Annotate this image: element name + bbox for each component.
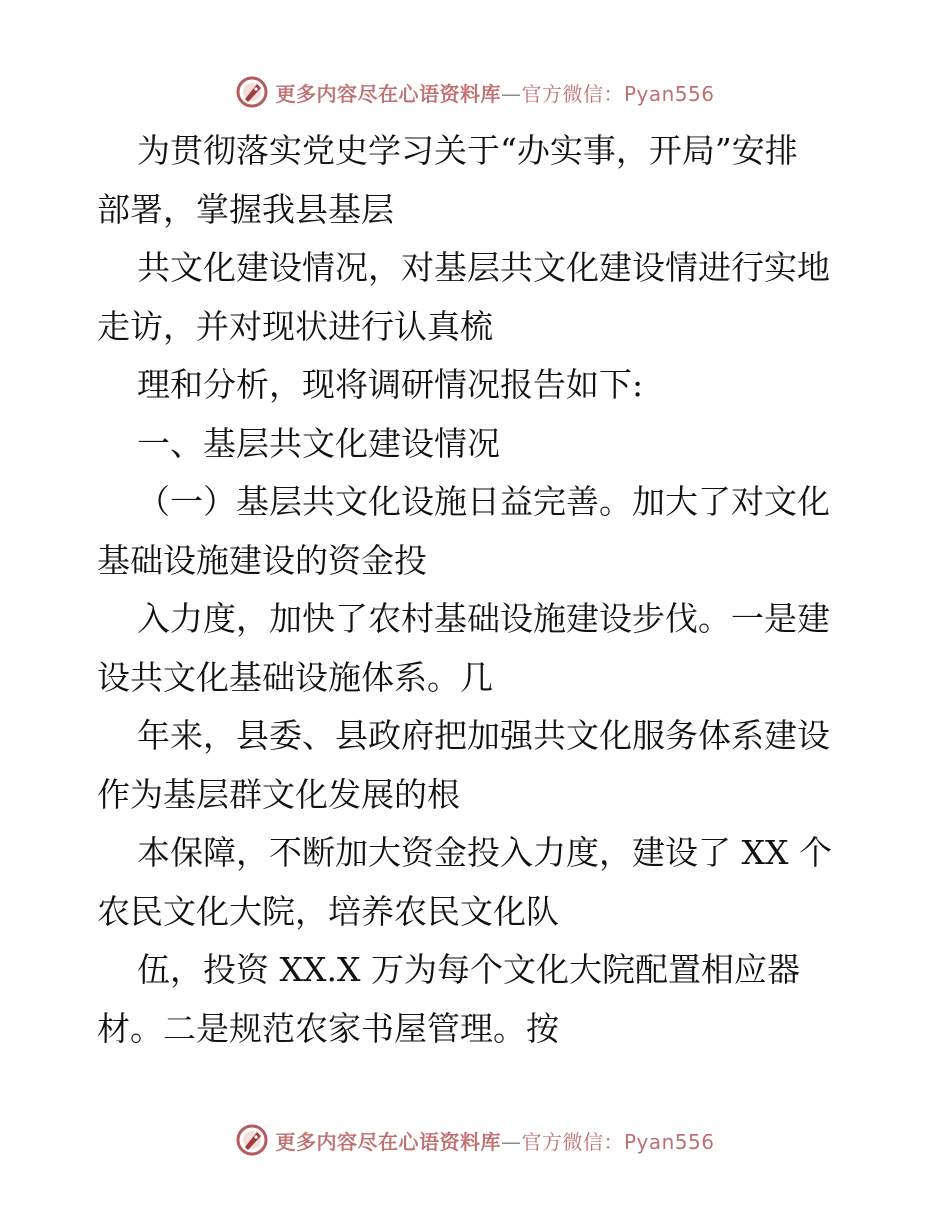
footer-banner-text: [275, 1126, 714, 1155]
body-line: （一）基层共文化设施日益完善。加大了对文化: [137, 482, 830, 521]
footer-banner: [0, 1120, 950, 1160]
body-line: 材。二是规范农家书屋管理。按: [97, 1008, 559, 1048]
body-line: 农民文化大院，培养农民文化队: [97, 891, 559, 931]
header-banner-main: 更多内容尽在心语资料库: [275, 81, 501, 106]
body-line: 部署，掌握我县基层: [97, 189, 394, 229]
body-line: 为贯彻落实党史学习关于“办实事，开局”安排: [137, 131, 798, 170]
header-banner: [0, 72, 950, 112]
body-line: 设共文化基础设施体系。几: [97, 657, 493, 697]
body-line: 伍，投资 XX.X 万为每个文化大院配置相应器: [137, 950, 800, 989]
header-banner-separator: —: [500, 81, 522, 106]
body-line: 理和分析，现将调研情况报告如下:: [137, 365, 644, 404]
body-line: 基础设施建设的资金投: [97, 540, 427, 580]
body-line: 本保障，不断加大资金投入力度，建设了 XX 个: [137, 833, 832, 872]
footer-banner-separator: —: [500, 1129, 522, 1154]
body-line: 年来，县委、县政府把加强共文化服务体系建设: [137, 716, 830, 755]
footer-banner-wechat: 官方微信：Pyan556: [521, 1129, 715, 1154]
body-line: 走访，并对现状进行认真梳: [97, 306, 493, 346]
section-heading: 一、基层共文化建设情况: [137, 423, 500, 463]
header-banner-text: [275, 78, 714, 107]
body-line: 入力度，加快了农村基础设施建设步伐。一是建: [137, 599, 830, 638]
header-banner-wechat: 官方微信：Pyan556: [521, 81, 715, 106]
body-line: 作为基层群文化发展的根: [97, 774, 460, 814]
document-body: [97, 122, 857, 1058]
pen-nib-circle-icon: [235, 1123, 269, 1157]
pen-nib-circle-icon: [235, 75, 269, 109]
footer-banner-main: 更多内容尽在心语资料库: [275, 1129, 501, 1154]
body-line: 共文化建设情况，对基层共文化建设情进行实地: [137, 248, 830, 287]
